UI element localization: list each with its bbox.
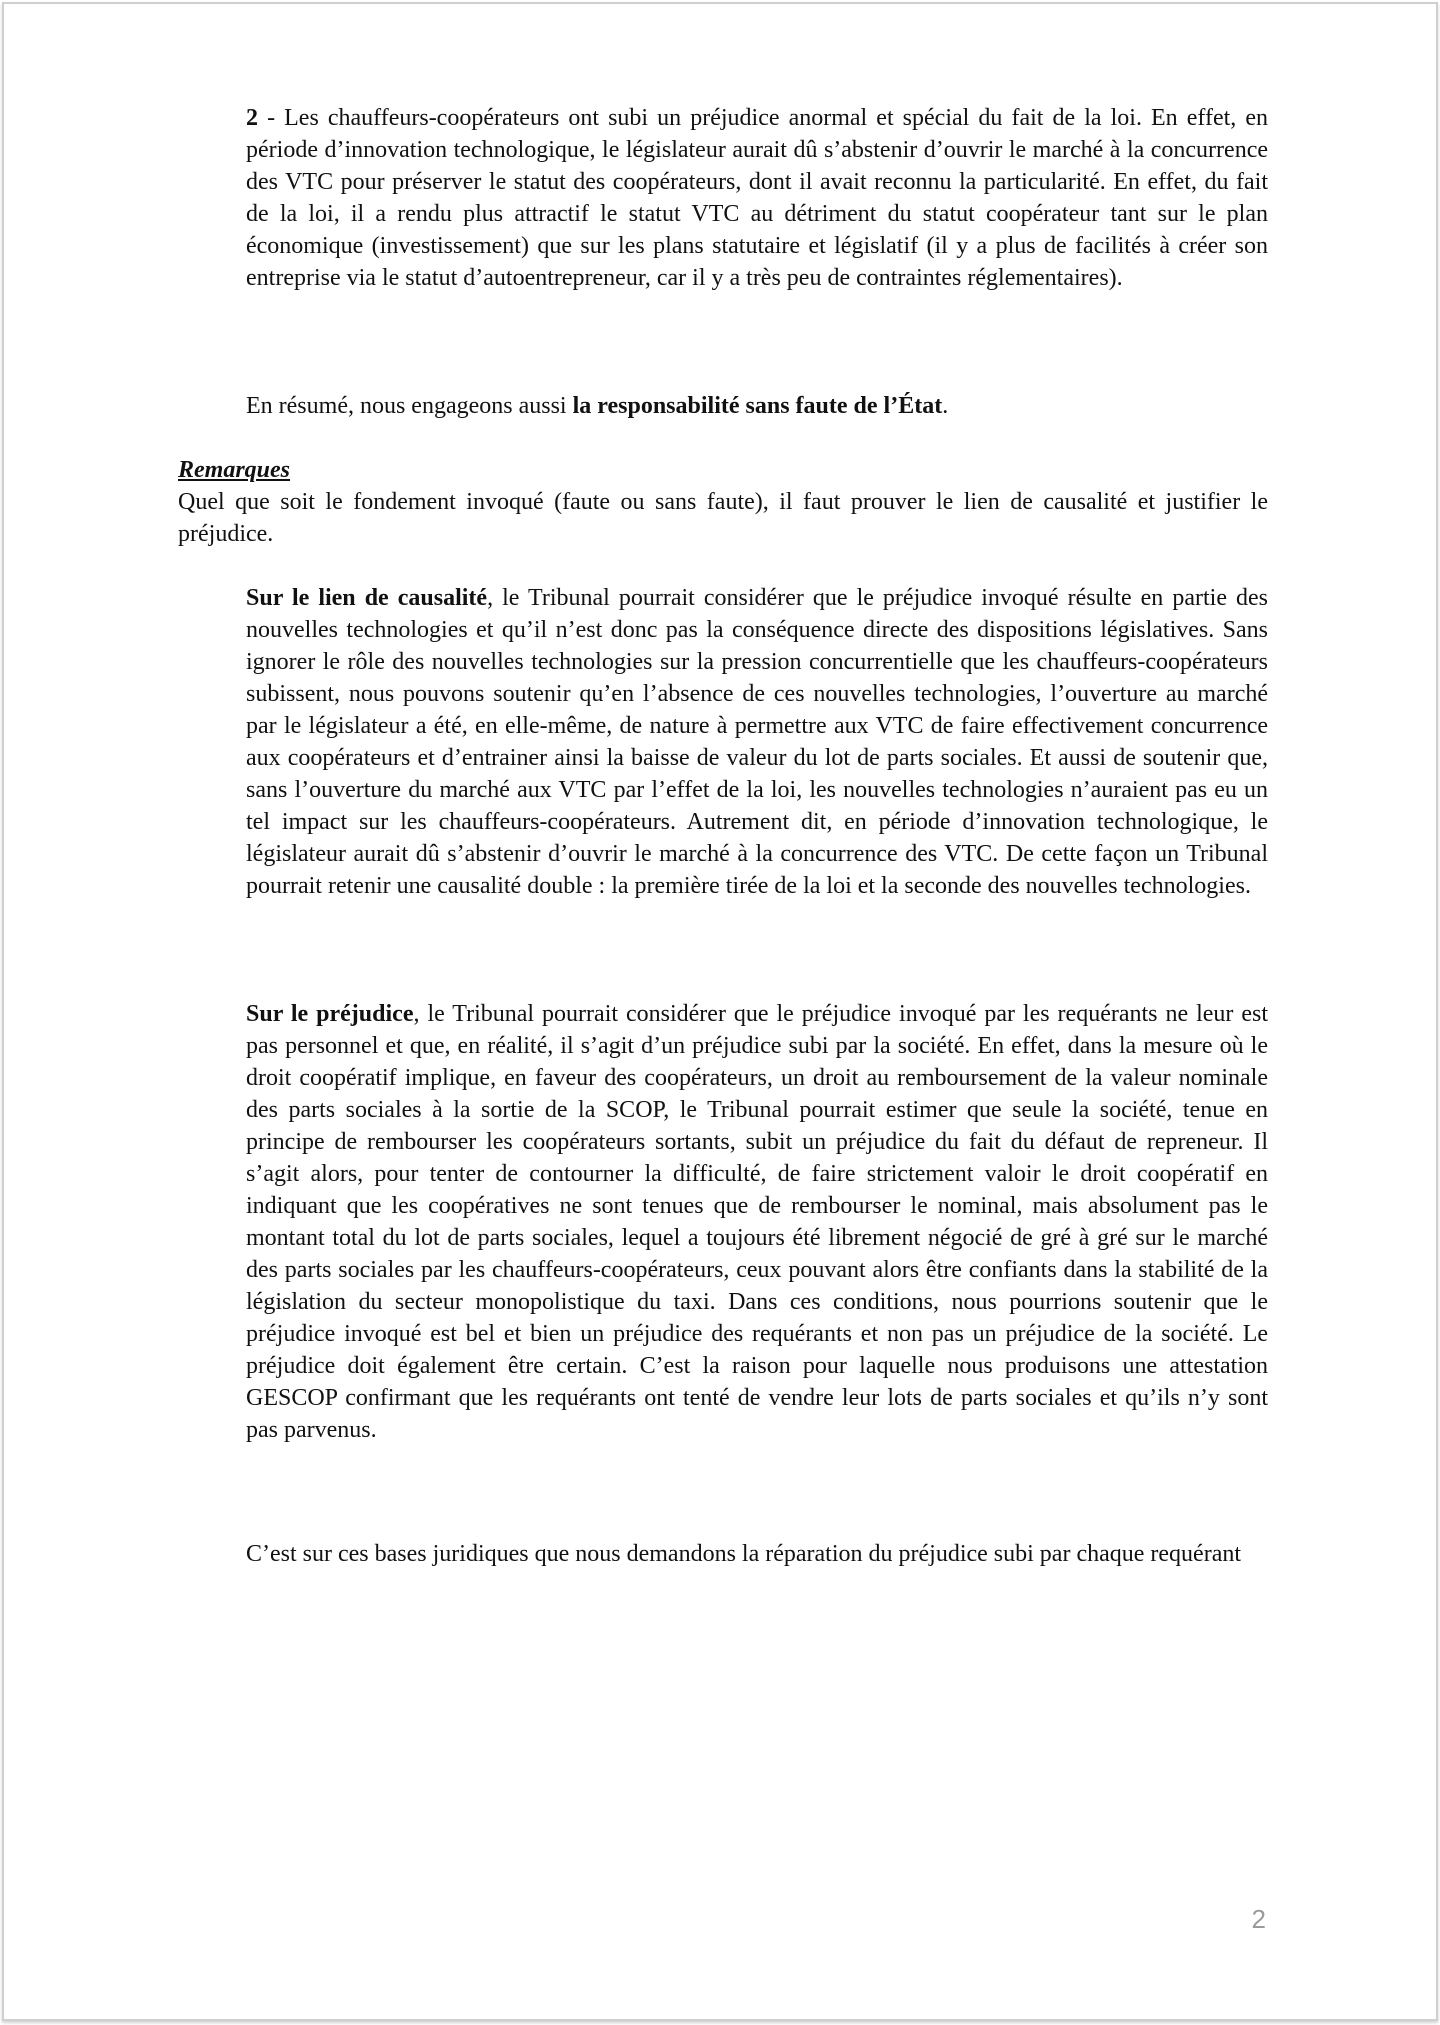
paragraph-conclusion [246,1538,1268,1570]
paragraph-number: 2 [246,105,258,131]
paragraph-text: - Les chauffeurs-coopérateurs ont subi un préjudice anormal et spécial du fait de la loi. En effet, en période d’innovation technologique, le législateur aurait dû s’abstenir d’ouvrir le marché à la concurrence des VTC pour préserver le statut des coopérateurs, dont il avait reconnu la particularité. En effet, du fait de la loi, il a rendu plus attractif le statut VTC au détriment du statut coopérateur tant sur le plan économique (investissement) que sur les plans statutaire et législatif (il y a plus de facilités à créer son entreprise via le statut d’autoentrepreneur, car il y a très peu de contraintes réglementaires). [246,105,1268,291]
section-heading-remarques: Remarques [178,457,291,483]
paragraph-text: En résumé, nous engageons aussi [246,393,573,419]
paragraph-lien-causalite [246,582,1268,902]
bold-phrase: Sur le lien de causalité [246,585,488,611]
document-page [2,2,1438,2021]
paragraph-prejudice-anormal [246,102,1268,294]
bold-phrase: Sur le préjudice [246,1001,414,1027]
paragraph-text: , le Tribunal pourrait considérer que le préjudice invoqué résulte en partie des nouvelles technologies et qu’il n’est donc pas la conséquence directe des dispositions législatives. Sans ignorer le rôle des nouvelles technologies sur la pression concurrentielle que les chauffeurs-coopérateurs subissent, nous pouvons soutenir qu’en l’absence de ces nouvelles technologies, l’ouverture au marché par le législateur a été, en elle-même, de nature à permettre aux VTC de faire effectivement concurrence aux coopérateurs et d’entrainer ainsi la baisse de valeur du lot de parts sociales. Et aussi de soutenir que, sans l’ouverture du marché aux VTC par l’effet de la loi, les nouvelles technologies n’auraient pas eu un tel impact sur les chauffeurs-coopérateurs. Autrement dit, en période d’innovation technologique, le législateur aurait dû s’abstenir d’ouvrir le marché à la concurrence des VTC. De cette façon un Tribunal pourrait retenir une causalité double : la première tirée de la loi et la seconde des nouvelles technologies. [246,585,1268,899]
paragraph-end: . [942,393,949,419]
bold-phrase: la responsabilité sans faute de l’État [572,393,943,419]
paragraph-text: C’est sur ces bases juridiques que nous demandons la réparation du préjudice subi par chaque requérant [246,1541,1242,1567]
paragraph-text: , le Tribunal pourrait considérer que le préjudice invoqué par les requérants ne leur est pas personnel et que, en réalité, il s’agit d’un préjudice subi par la société. En effet, dans la mesure où le droit coopératif implique, en faveur des coopérateurs, un droit au remboursement de la valeur nominale des parts sociales à la sortie de la SCOP, le Tribunal pourrait estimer que seule la société, tenue en principe de rembourser les coopérateurs sortants, subit un préjudice du fait du défaut de repreneur. Il s’agit alors, pour tenter de contourner la difficulté, de faire strictement valoir le droit coopératif en indiquant que les coopératives ne sont tenues que de rembourser le nominal, mais absolument pas le montant total du lot de parts sociales, lequel a toujours été librement négocié de gré à gré sur le marché des parts sociales par les chauffeurs-coopérateurs, ceux pouvant alors être confiants dans la stabilité de la législation du secteur monopolistique du taxi. Dans ces conditions, nous pourrions soutenir que le préjudice invoqué est bel et bien un préjudice des requérants et non pas un préjudice de la société. Le préjudice doit également être certain. C’est la raison pour laquelle nous produisons une attestation GESCOP confirmant que les requérants ont tenté de vendre leur lots de parts sociales et qu’ils n’y sont pas parvenus. [246,1001,1269,1443]
paragraph-resume [246,390,1268,422]
page-number: 2 [1251,1904,1266,1934]
paragraph-fondement [178,486,1268,550]
paragraph-text: Quel que soit le fondement invoqué (faute ou sans faute), il faut prouver le lien de causalité et justifier le préjudice. [178,489,1268,547]
paragraph-prejudice [246,998,1268,1446]
